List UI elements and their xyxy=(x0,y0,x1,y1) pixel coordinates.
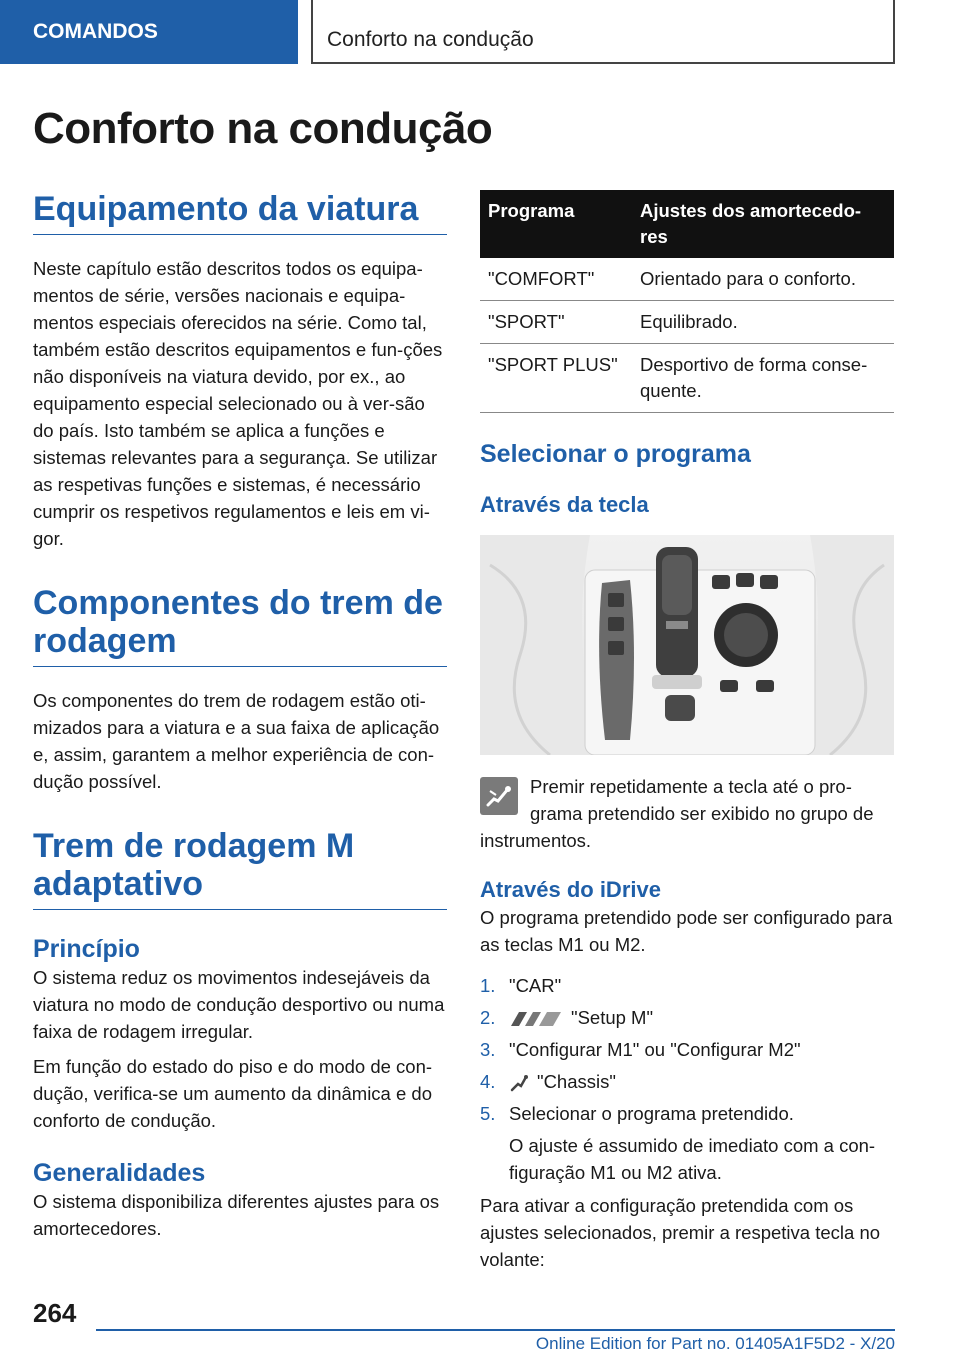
driving-mode-button-icon xyxy=(480,777,518,815)
chapter-header xyxy=(311,0,895,64)
section-label: COMANDOS xyxy=(33,20,158,43)
step-text: "Setup M" xyxy=(571,1007,654,1028)
final-instruction: Para ativar a configuração pretendida com os ajustes selecionados, premir a respetiva tecla no volante: xyxy=(480,1195,881,1270)
table-row xyxy=(480,344,894,413)
chassis-icon xyxy=(509,1073,529,1093)
table-header-program: Programa xyxy=(480,190,632,258)
heading-general: Generalidades xyxy=(33,1159,206,1187)
edition-note: Online Edition for Part no. 01405A1F5D2 - X/20 xyxy=(535,1334,895,1353)
step-text: "Configurar M1" ou "Configurar M2" xyxy=(509,1039,801,1060)
table-header-settings: Ajustes dos amortecedo-res xyxy=(632,190,894,258)
page-number: 264 xyxy=(33,1298,77,1328)
heading-chassis-components: Componentes do trem de rodagem xyxy=(33,584,447,667)
principle-text-1: O sistema reduz os movimentos indesejáveis da viatura no modo de condução desportivo ou numa faixa de rodagem irregular. xyxy=(33,967,445,1042)
program-cell: "COMFORT" xyxy=(480,258,632,301)
footer-rule xyxy=(96,1329,895,1331)
list-item xyxy=(480,1100,894,1127)
step-text: "CAR" xyxy=(509,975,562,996)
heading-equipment: Equipamento da viatura xyxy=(33,190,447,235)
setting-cell: Orientado para o conforto. xyxy=(632,258,894,301)
step-text: "Chassis" xyxy=(537,1071,616,1092)
list-item xyxy=(480,1068,894,1095)
right-column xyxy=(480,190,894,1273)
program-cell: "SPORT PLUS" xyxy=(480,344,632,413)
step-number: 3. xyxy=(480,1039,496,1060)
step-number: 4. xyxy=(480,1071,496,1092)
button-instruction xyxy=(480,773,894,854)
chapter-label: Conforto na condução xyxy=(327,28,534,51)
damper-program-table xyxy=(480,190,894,413)
table-row xyxy=(480,301,894,344)
step-number: 5. xyxy=(480,1103,496,1124)
idrive-steps xyxy=(480,972,894,1127)
table-header-row xyxy=(480,190,894,258)
general-text: O sistema disponibiliza diferentes ajustes para os amortecedores. xyxy=(33,1191,440,1239)
step-number: 1. xyxy=(480,975,496,996)
heading-via-button: Através da tecla xyxy=(480,492,649,517)
heading-adaptive-chassis: Trem de rodagem M adaptativo xyxy=(33,827,447,910)
m-setup-icon xyxy=(509,1010,563,1028)
section-tab xyxy=(0,0,298,64)
equipment-text: Neste capítulo estão descritos todos os equipa-mentos de série, versões nacionais e equipa-mentos especiais oferecidos na série. Como tal, também estão descritos equipamentos e fun-ções não disponíveis na viatura devido, por ex., ao equipamento especial selecionado ou à ver-são do país. Isto também se aplica a funções e sistemas relevantes para a segurança. Se utilizar as respetivas funções e sistemas, é necessário cumprir os respetivos regulamentos e leis em vi-gor. xyxy=(33,258,443,549)
left-column xyxy=(33,190,447,1242)
page-title: Conforto na condução xyxy=(33,104,493,153)
principle-text-2: Em função do estado do piso e do modo de con-dução, verifica-se um aumento da dinâmica e do conforto de condução. xyxy=(33,1056,433,1131)
setting-cell: Equilibrado. xyxy=(632,301,894,344)
list-item xyxy=(480,972,894,999)
button-instruction-text: Premir repetidamente a tecla até o pro-grama pretendido ser exibido no grupo de instrumentos. xyxy=(480,776,874,851)
table-row xyxy=(480,258,894,301)
center-console-photo xyxy=(480,535,894,755)
step-number: 2. xyxy=(480,1007,496,1028)
center-console-illustration xyxy=(480,535,894,755)
program-cell: "SPORT" xyxy=(480,301,632,344)
step5-note: O ajuste é assumido de imediato com a con-figuração M1 ou M2 ativa. xyxy=(509,1135,876,1183)
setting-cell: Desportivo de forma conse-quente. xyxy=(632,344,894,413)
heading-principle: Princípio xyxy=(33,935,140,963)
list-item xyxy=(480,1004,894,1031)
chassis-components-text: Os componentes do trem de rodagem estão oti-mizados para a viatura e a sua faixa de aplicação e, assim, garantem a melhor experiência de con-dução possível. xyxy=(33,690,440,792)
heading-via-idrive: Através do iDrive xyxy=(480,877,661,902)
heading-select-program: Selecionar o programa xyxy=(480,440,751,468)
idrive-text: O programa pretendido pode ser configurado para as teclas M1 ou M2. xyxy=(480,907,893,955)
list-item xyxy=(480,1036,894,1063)
step-text: Selecionar o programa pretendido. xyxy=(509,1103,794,1124)
